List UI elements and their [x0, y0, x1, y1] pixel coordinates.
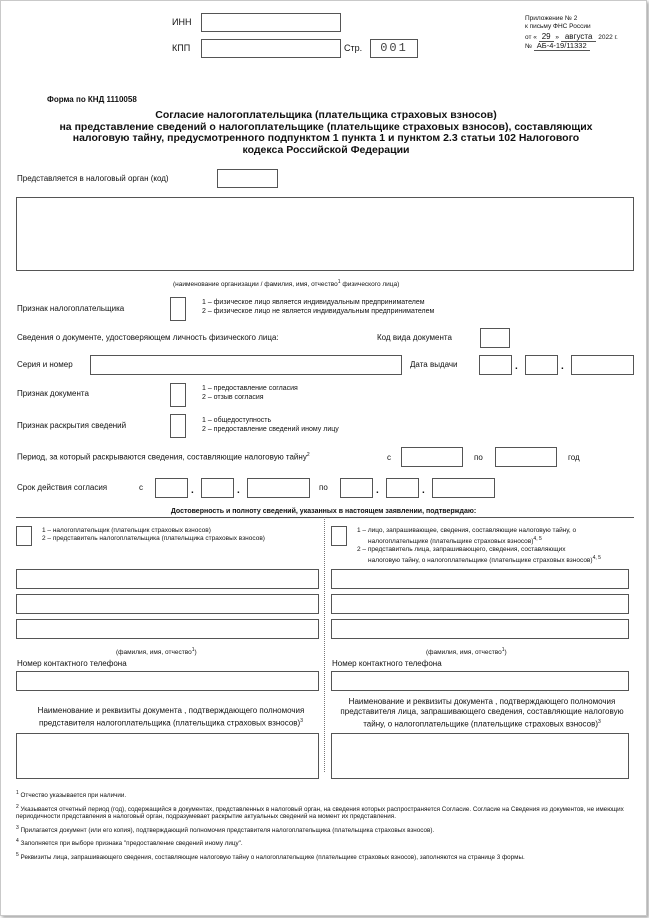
document-sign-label: Признак документа — [17, 389, 89, 398]
validity-to-month[interactable] — [386, 478, 419, 498]
series-number-label: Серия и номер — [17, 360, 73, 369]
validity-from-month[interactable] — [201, 478, 234, 498]
validity-to-year[interactable] — [432, 478, 495, 498]
right-surname-field[interactable] — [331, 569, 629, 589]
page-number-field[interactable]: 001 — [370, 39, 418, 58]
validity-from-label: с — [139, 483, 143, 492]
tax-authority-code-field[interactable] — [217, 169, 278, 188]
disclosure-sign-options: 1 – общедоступность 2 – предоставление сведений иному лицу — [202, 417, 339, 433]
issue-month-field[interactable] — [525, 355, 558, 375]
period-to-label: по — [474, 453, 483, 462]
taxpayer-sign-label: Признак налогоплательщика — [17, 304, 125, 313]
disclosure-sign-label: Признак раскрытия сведений — [17, 421, 127, 430]
footnotes: $^1$ Отчество указывается при наличии. $^2$ Указывается отчетный период (год), содержащийся в документах, представленных в налоговый орган, на сведения которых распространяется Согласие. Согласие на Сведения из документов, не имеющих периодичности представления в налоговый орган, подразумевает раскрытие актуальных сведений на момент их представления. $^3$ Прилагается документ (или его копия), подтверждающий полномочия представителя налогоплательщика (плательщика страховых взносов). $^4$ Заполняется при выборе признака "предоставление сведений иному лицу". $^5$ Реквизиты лица, запрашивающего сведения, составляющие налоговую тайну о налогоплательщике (плательщике страховых взносов), заполняются на странице 3 формы. — [16, 790, 624, 861]
confirm-heading: Достоверность и полноту сведений, указанных в настоящем заявлении, подтверждаю: — [170, 508, 477, 515]
right-signer-options: 1 – лицо, запрашивающее, сведения, составляющие налоговую тайну, о налогоплательщике (плательщике страховых взносов)$^{4, 5}$ 2 – представитель лица, запрашивающего, сведения, составляющих налоговую тайну, о налогоплательщике (плательщике страховых взносов)$^{4, 5}$ — [357, 527, 601, 565]
letter-number: АБ-4-19/11332 — [534, 41, 590, 51]
taxpayer-sign-field[interactable] — [170, 297, 186, 321]
left-signer-options: 1 – налогоплательщик (плательщик страховых взносов) 2 – представитель налогоплательщика (плательщика страховых взносов) — [42, 527, 265, 542]
left-doc-label: Наименование и реквизиты документа , подтверждающего полномочия представителя налогоплательщика (плательщика страховых взносов)$^3$ — [37, 706, 305, 728]
column-divider — [324, 517, 325, 772]
organization-caption: (наименование организации / фамилия, имя, отчество$^1$ физического лица) — [173, 279, 400, 289]
validity-from-day[interactable] — [155, 478, 188, 498]
document-sign-field[interactable] — [170, 383, 186, 407]
form-page: ИНН КПП Стр. 001 Приложение № 2 к письму ФНС России от « 29 » августа 2022 г. № АБ-4-19/11332 Форма по КНД 1110058 Согласие налогоплательщика (плательщика страховых взносов) на представление сведений о налогоплательщике (плательщике страховых взносов), составляющих налоговую тайну, предусмотренного подпунктом 1 пункта 1 и пунктом 2.3 статьи 102 Налогового кодекса Российской Федерации Представляется в налоговый орган (код) (наименование организации / фамилия, имя, отчество$^1$ физического лица) Признак налогоплательщика 1 – физическое лицо является индивидуальным предпринимателем 2 – физическое лицо не является индивидуальным предпринимателем Сведения о документе, удостоверяющем личность физического лица: Код вида документа Серия и номер Дата выдачи . . Признак документа 1 – предоставление согласия 2 – отзыв согласия Признак раскрытия сведений 1 – общедоступность 2 – предоставление сведений иному лицу Период, за который раскрываются сведения, составляющие налоговую тайну$^2$ с по год Срок действия согласия с . . по . . Достоверность и полноту сведений, указанных в настоящем заявлении, подтверждаю: 1 – налогоплательщик (плательщик страховых взносов) 2 – представитель налогоплательщика (плательщика страховых взносов) (фамилия, имя, отчество$^1$) Номер контактного телефона Наименование и реквизиты документа , подтверждающего полномочия представителя налогоплательщика (плательщика страховых взносов)$^3$ 1 – лицо, запрашивающее, сведения, составляющие налоговую тайну, о налогоплательщике (плательщике страховых взносов)$^{4, 5}$ 2 – представитель лица, запрашивающего, сведения, составляющих налоговую тайну, о налогоплательщике (плательщике страховых взносов)$^{4, 5}$ (фамилия, имя, отчество$^1$) Номер контактного телефона Наименование и реквизиты документа , подтверждающего полномочия представителя лица, запрашивающего сведения, составляющие налоговую тайну, о налогоплательщике (плательщике страховых взносов)$^3$ $^1$ Отчество указывается при наличии. $^2$ Указывается отчетный период (год), содержащийся в документах, представленных в налоговый орган, на сведения которых распространяется Согласие. Согласие на Сведения из документов, не имеющих периодичности представления в налоговый орган, подразумевает раскрытие актуальных сведений на момент их представления. $^3$ Прилагается документ (или его копия), подтверждающий полномочия представителя налогоплательщика (плательщика страховых взносов). $^4$ Заполняется при выборе признака "предоставление сведений иному лицу". $^5$ Реквизиты лица, запрашивающего сведения, составляющие налоговую тайну о налогоплательщике (плательщике страховых взносов), заполняются на странице 3 формы. — [0, 0, 647, 916]
disclosure-sign-field[interactable] — [170, 414, 186, 438]
right-signer-sign-field[interactable] — [331, 526, 347, 546]
doc-type-code-label: Код вида документа — [377, 333, 452, 342]
right-phone-label: Номер контактного телефона — [332, 659, 442, 668]
validity-to-label: по — [319, 483, 328, 492]
right-patronymic-field[interactable] — [331, 619, 629, 639]
period-year-label: год — [568, 453, 580, 462]
date-month: августа — [561, 32, 597, 42]
organization-name-field[interactable] — [16, 197, 634, 271]
right-name-caption: (фамилия, имя, отчество$^1$) — [426, 647, 507, 657]
right-document-field[interactable] — [331, 733, 629, 779]
left-phone-label: Номер контактного телефона — [17, 659, 127, 668]
left-phone-field[interactable] — [16, 671, 319, 691]
taxpayer-sign-options: 1 – физическое лицо является индивидуальным предпринимателем 2 – физическое лицо не является индивидуальным предпринимателем — [202, 299, 435, 315]
document-sign-options: 1 – предоставление согласия 2 – отзыв согласия — [202, 385, 298, 401]
date-day: 29 — [539, 32, 554, 42]
series-number-field[interactable] — [90, 355, 402, 375]
issue-date-label: Дата выдачи — [410, 360, 458, 369]
validity-to-day[interactable] — [340, 478, 373, 498]
issue-day-field[interactable] — [479, 355, 512, 375]
form-code: Форма по КНД 1110058 — [47, 95, 137, 104]
doc-type-code-field[interactable] — [480, 328, 510, 348]
left-surname-field[interactable] — [16, 569, 319, 589]
kpp-field[interactable] — [201, 39, 341, 58]
left-name-caption: (фамилия, имя, отчество$^1$) — [116, 647, 197, 657]
left-patronymic-field[interactable] — [16, 619, 319, 639]
left-name-field[interactable] — [16, 594, 319, 614]
id-document-label: Сведения о документе, удостоверяющем личность физического лица: — [17, 333, 279, 342]
period-from-field[interactable] — [401, 447, 463, 467]
issue-year-field[interactable] — [571, 355, 634, 375]
tax-authority-label: Представляется в налоговый орган (код) — [17, 174, 169, 183]
validity-from-year[interactable] — [247, 478, 310, 498]
left-document-field[interactable] — [16, 733, 319, 779]
period-label: Период, за который раскрываются сведения, составляющие налоговую тайну$^2$ — [17, 452, 310, 462]
inn-label: ИНН — [172, 17, 192, 27]
left-signer-sign-field[interactable] — [16, 526, 32, 546]
form-title: Согласие налогоплательщика (плательщика страховых взносов) на представление сведений о налогоплательщике (плательщике страховых взносов), составляющих налоговую тайну, предусмотренного подпунктом 1 пункта 1 и пунктом 2.3 статьи 102 Налогового кодекса Российской Федерации — [59, 109, 593, 156]
period-to-field[interactable] — [495, 447, 557, 467]
period-from-label: с — [387, 453, 391, 462]
appendix-note: Приложение № 2 к письму ФНС России от « 29 » августа 2022 г. № АБ-4-19/11332 — [525, 15, 618, 50]
right-doc-label: Наименование и реквизиты документа , подтверждающего полномочия представителя лица, запрашивающего сведения, составляющие налоговую тайну, о налогоплательщике (плательщике страховых взносов)$^3$ — [340, 697, 624, 729]
validity-label: Срок действия согласия — [17, 483, 108, 492]
right-phone-field[interactable] — [331, 671, 629, 691]
kpp-label: КПП — [172, 43, 191, 53]
inn-field[interactable] — [201, 13, 341, 32]
section-divider — [16, 517, 634, 518]
page-label: Стр. — [344, 43, 363, 53]
right-name-field[interactable] — [331, 594, 629, 614]
